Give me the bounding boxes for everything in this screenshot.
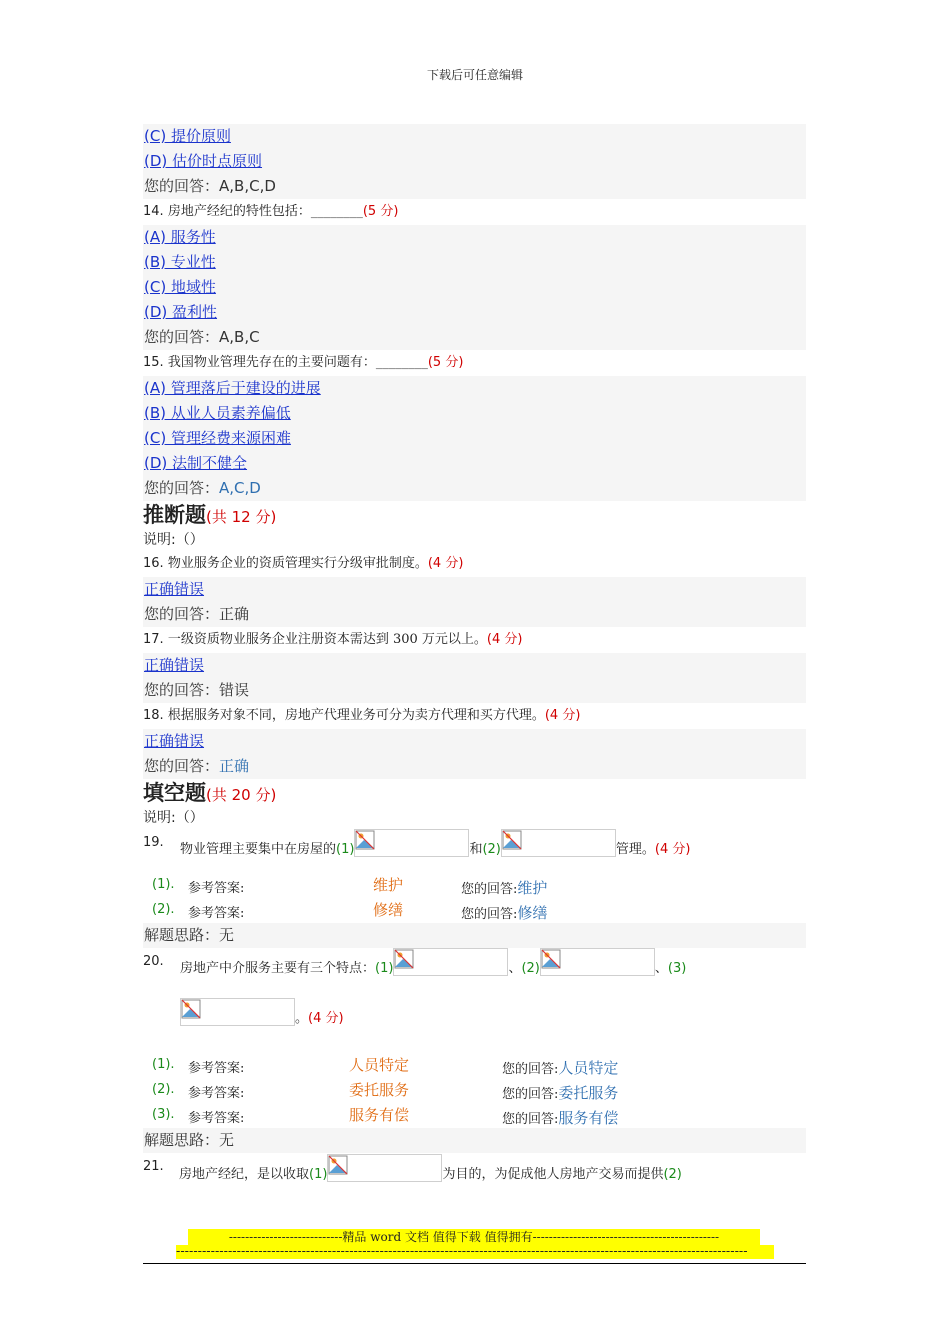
option-c[interactable] (143, 275, 806, 300)
exam-content (143, 124, 806, 1193)
question-text-part: 、 (654, 961, 668, 976)
question-text-part: 房地产中介服务主要有三个特点： (180, 961, 376, 976)
reference-value: 人员特定 (349, 1056, 410, 1074)
blank-number: (1) (336, 842, 355, 857)
answer-label: 您的回答： (144, 328, 220, 346)
your-answer-label: 您的回答: (502, 1087, 559, 1102)
answer-label: 您的回答： (144, 177, 220, 195)
question-text-part: 房地产经纪，是以收取 (179, 1167, 310, 1182)
question-text-part: 物业管理主要集中在房屋的 (180, 842, 337, 857)
question-text: 房地产经纪的特性包括：________ (167, 204, 363, 219)
your-answer-value: 委托服务 (558, 1084, 619, 1102)
section-fill-title (143, 779, 806, 807)
footer-banner-dashes: ------------------------------------------------------------------------------------------------------------------------------------ (176, 1245, 774, 1259)
broken-image-icon (502, 830, 522, 850)
hint-value: 无 (219, 926, 235, 944)
question-number: 18. (143, 708, 164, 723)
q14-options (143, 225, 806, 350)
reference-value: 委托服务 (349, 1081, 410, 1099)
q13-options (143, 124, 806, 199)
blank-input[interactable] (393, 948, 508, 976)
blank-number: (3) (667, 961, 687, 976)
question-text: 物业服务企业的资质管理实行分级审批制度。 (167, 556, 428, 571)
answer-value: 错误 (219, 681, 250, 699)
reference-value: 维护 (373, 876, 404, 894)
option-d[interactable] (143, 149, 806, 174)
option-link[interactable]: (C) 地域性 (144, 278, 216, 296)
question-text-part: 和 (469, 842, 483, 857)
question-text (179, 1154, 682, 1182)
answer-value: 正确 (219, 757, 250, 775)
blank-number: (2) (482, 842, 501, 857)
your-answer (143, 678, 806, 703)
question-number: 16. (143, 556, 164, 571)
page-header: 下载后可任意编辑 (426, 68, 523, 82)
question-text: 根据服务对象不同，房地产代理业务可分为卖方代理和买方代理。 (167, 708, 545, 723)
broken-image-icon (328, 1155, 348, 1175)
q17-options (143, 653, 806, 703)
option-d[interactable] (143, 300, 806, 325)
question-text (180, 829, 690, 857)
option-link[interactable]: 正确错误 (144, 732, 205, 750)
option-c[interactable] (143, 426, 806, 451)
hint-label: 解题思路： (144, 1131, 220, 1149)
blank-number: (1) (309, 1167, 328, 1182)
question-points: (4 分) (654, 842, 691, 857)
question-number: 14. (143, 204, 164, 219)
question-number: 20. (143, 954, 164, 969)
broken-image-icon (355, 830, 375, 850)
option-b[interactable] (143, 250, 806, 275)
blank-number: (2). (152, 1082, 175, 1097)
true-false-option[interactable] (143, 653, 806, 678)
hint-label: 解题思路： (144, 926, 220, 944)
question-text-part: 。 (295, 1011, 309, 1026)
option-link[interactable]: (D) 估价时点原则 (144, 152, 263, 170)
reference-label: 参考答案: (188, 1061, 245, 1076)
answer-value: 正确 (219, 605, 250, 623)
hint-value: 无 (219, 1131, 235, 1149)
q16-options (143, 577, 806, 627)
option-link[interactable]: (C) 提价原则 (144, 127, 231, 145)
question-text-part: 管理。 (615, 842, 655, 857)
reference-row (143, 898, 806, 923)
answer-label: 您的回答： (144, 757, 220, 775)
question-number: 19. (143, 835, 164, 850)
broken-image-icon (181, 999, 201, 1019)
question-text-part: 、 (508, 961, 522, 976)
reference-label: 参考答案: (188, 906, 245, 921)
your-answer (143, 174, 806, 199)
reference-label: 参考答案: (188, 1086, 245, 1101)
question-16 (143, 551, 806, 577)
your-answer-label: 您的回答: (461, 907, 518, 922)
your-answer-value: 服务有偿 (558, 1109, 619, 1127)
reference-value: 修缮 (373, 901, 404, 919)
reference-value: 服务有偿 (349, 1106, 410, 1124)
section-judge-title (143, 501, 806, 529)
section-points: (共 12 分) (206, 508, 277, 526)
answer-label: 您的回答： (144, 479, 220, 497)
option-link[interactable]: (D) 盈利性 (144, 303, 218, 321)
blank-number: (3). (152, 1107, 175, 1122)
question-17 (143, 627, 806, 653)
blank-input[interactable] (180, 998, 295, 1026)
solution-hint (143, 923, 806, 948)
question-number: 21. (143, 1159, 164, 1174)
option-c[interactable] (143, 124, 806, 149)
true-false-option[interactable] (143, 577, 806, 602)
blank-input[interactable] (327, 1154, 442, 1182)
blank-number: (2). (152, 902, 175, 917)
section-title: 填空题 (143, 781, 206, 805)
answer-value: A,B,C,D (219, 177, 276, 195)
option-link[interactable]: 正确错误 (144, 580, 205, 598)
blank-number: (1) (375, 961, 394, 976)
question-18 (143, 703, 806, 729)
blank-number: (2) (521, 961, 540, 976)
option-link[interactable]: (C) 管理经费来源困难 (144, 429, 291, 447)
answer-value: A,B,C (219, 328, 260, 346)
your-answer-value: 人员特定 (558, 1059, 619, 1077)
answer-value: A,C,D (219, 479, 261, 497)
option-a[interactable] (143, 376, 806, 401)
reference-row (143, 1078, 806, 1103)
blank-input[interactable] (354, 829, 469, 857)
blank-input[interactable] (501, 829, 616, 857)
reference-label: 参考答案: (188, 1111, 245, 1126)
option-a[interactable] (143, 225, 806, 250)
your-answer (143, 602, 806, 627)
your-answer-value: 维护 (517, 879, 548, 897)
question-19 (143, 829, 806, 873)
q18-options (143, 729, 806, 779)
reference-label: 参考答案: (188, 881, 245, 896)
question-number: 17. (143, 632, 164, 647)
question-points: (4 分) (308, 1011, 344, 1026)
question-points: (5 分) (427, 355, 464, 370)
section-title: 推断题 (143, 503, 206, 527)
blank-input[interactable] (540, 948, 655, 976)
reference-row (143, 873, 806, 898)
your-answer (143, 325, 806, 350)
reference-row (143, 1053, 806, 1078)
question-points: (4 分) (486, 632, 523, 647)
option-link[interactable]: (B) 专业性 (144, 253, 216, 271)
question-number: 15. (143, 355, 164, 370)
broken-image-icon (541, 949, 561, 969)
question-points: (5 分) (362, 204, 399, 219)
question-14 (143, 199, 806, 225)
option-d[interactable] (143, 451, 806, 476)
option-link[interactable]: (A) 服务性 (144, 228, 216, 246)
section-points: (共 20 分) (206, 786, 277, 804)
option-b[interactable] (143, 401, 806, 426)
your-answer (143, 476, 806, 501)
blank-number: (1). (152, 1057, 175, 1072)
option-link[interactable]: (B) 从业人员素养偏低 (144, 404, 291, 422)
your-answer (143, 754, 806, 779)
question-15 (143, 350, 806, 376)
blank-number: (1). (152, 877, 175, 892)
question-text-part: 为目的，为促成他人房地产交易而提供 (442, 1167, 664, 1182)
question-21 (143, 1153, 806, 1193)
answer-label: 您的回答： (144, 605, 220, 623)
option-link[interactable]: 正确错误 (144, 656, 205, 674)
question-text: 一级资质物业服务企业注册资本需达到 300 万元以上。 (167, 632, 487, 647)
section-description: 说明:（） (143, 532, 204, 548)
question-text: 我国物业管理先存在的主要问题有：________ (167, 355, 428, 370)
option-link[interactable]: (D) 法制不健全 (144, 454, 248, 472)
section-description: 说明:（） (143, 810, 204, 826)
your-answer-label: 您的回答: (461, 882, 518, 897)
your-answer-label: 您的回答: (502, 1062, 559, 1077)
reference-row (143, 1103, 806, 1128)
blank-number: (2) (663, 1167, 682, 1182)
q15-options (143, 376, 806, 501)
footer-banner: ----------------------------精品 word 文档 值得下载 值得拥有---------------------------------------------- (188, 1229, 760, 1245)
question-points: (4 分) (544, 708, 581, 723)
answer-label: 您的回答： (144, 681, 220, 699)
footer-rule (143, 1263, 806, 1264)
solution-hint (143, 1128, 806, 1153)
option-link[interactable]: (A) 管理落后于建设的进展 (144, 379, 321, 397)
true-false-option[interactable] (143, 729, 806, 754)
question-20 (143, 948, 806, 1053)
broken-image-icon (394, 949, 414, 969)
your-answer-label: 您的回答: (502, 1112, 559, 1127)
your-answer-value: 修缮 (517, 904, 548, 922)
question-text (180, 948, 800, 1026)
question-points: (4 分) (427, 556, 464, 571)
